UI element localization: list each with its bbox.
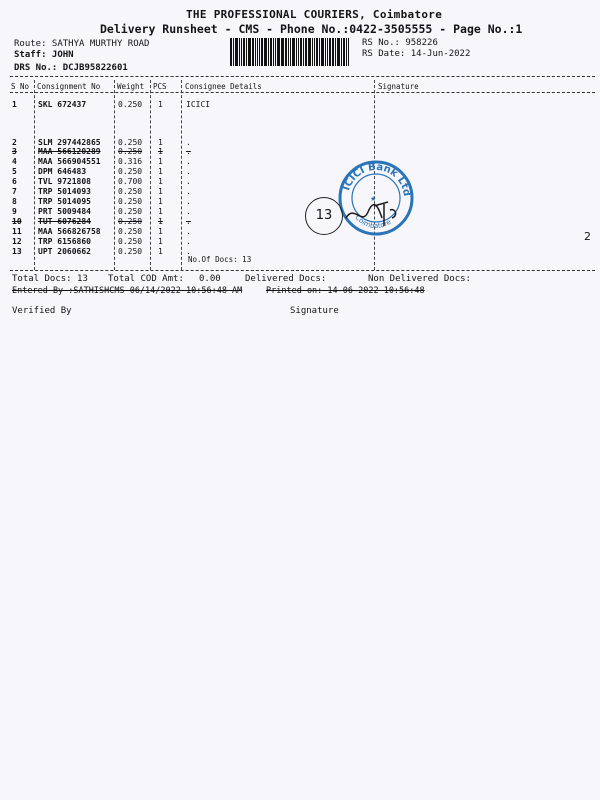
row-consignment: MAA 566120289: [38, 147, 101, 156]
table-row: [0, 100, 600, 110]
row-consignee: .: [186, 147, 191, 156]
total-docs: Total Docs: 13: [12, 274, 88, 284]
row-pcs: 1: [158, 217, 163, 226]
handwritten-count: 13: [305, 197, 343, 235]
row-consignment: TRP 5014093: [38, 187, 91, 196]
row-consignee: .: [186, 227, 191, 236]
company-title: THE PROFESSIONAL COURIERS, Coimbatore: [186, 8, 443, 21]
row-consignment: DPM 646483: [38, 167, 87, 176]
col-header-pcs: PCS: [153, 82, 167, 91]
stamp-text-inner: Coimbatore: [353, 213, 393, 231]
col-header-consignment: Consignment No: [37, 82, 101, 91]
verified-by: Verified By: [12, 306, 72, 316]
total-cod-value: 0.00: [199, 274, 221, 284]
svg-text:ICICI Bank Ltd: [341, 162, 412, 197]
table-row: [0, 197, 600, 207]
row-pcs: 1: [158, 197, 163, 206]
row-consignment: TVL 9721808: [38, 177, 91, 186]
col-header-sno: S No: [11, 82, 30, 91]
row-weight: 0.250: [118, 167, 143, 176]
row-pcs: 1: [158, 167, 163, 176]
row-pcs: 1: [158, 157, 163, 166]
margin-mark: 2: [584, 230, 591, 243]
row-sno: 12: [12, 237, 22, 246]
row-consignment: SKL 672437: [38, 100, 87, 109]
col-header-weight: Weight: [117, 82, 145, 91]
row-consignment: TRP 6156860: [38, 237, 91, 246]
table-row: [0, 147, 600, 157]
row-weight: 0.250: [118, 227, 143, 236]
row-sno: 4: [12, 157, 17, 166]
col-header-signature: Signature: [378, 82, 419, 91]
row-sno: 7: [12, 187, 17, 196]
row-pcs: 1: [158, 237, 163, 246]
table-row: [0, 237, 600, 247]
barcode: [230, 38, 350, 66]
table-row: [0, 177, 600, 187]
row-consignee: .: [186, 217, 191, 226]
staff-label: Staff: JOHN: [14, 50, 74, 60]
row-pcs: 1: [158, 177, 163, 186]
row-weight: 0.250: [118, 147, 143, 156]
row-weight: 0.316: [118, 157, 143, 166]
row-weight: 0.250: [118, 247, 143, 256]
table-row: [0, 157, 600, 167]
row-pcs: 1: [158, 147, 163, 156]
runsheet-title: Delivery Runsheet - CMS - Phone No.:0422-3505555 - Page No.:1: [100, 22, 523, 36]
total-cod-label: Total COD Amt:: [108, 274, 184, 284]
row-weight: 0.250: [118, 207, 143, 216]
row-sno: 6: [12, 177, 17, 186]
table-row: [0, 167, 600, 177]
drs-number: DRS No.: DCJB95822601: [14, 63, 128, 73]
row-weight: 0.250: [118, 100, 143, 109]
table-bottom-rule: [10, 270, 595, 271]
row-consignee: .: [186, 197, 191, 206]
row-consignee: ICICI: [186, 100, 211, 109]
table-row: [0, 247, 600, 257]
row-consignee: .: [186, 237, 191, 246]
delivered-docs: Delivered Docs:: [245, 274, 327, 284]
signature-label: Signature: [290, 306, 339, 316]
table-row: [0, 187, 600, 197]
rs-date: RS Date: 14-Jun-2022: [362, 49, 471, 59]
row-sno: 13: [12, 247, 22, 256]
row-consignee: .: [186, 177, 191, 186]
entered-by: Entered By :SATHISHCMS 06/14/2022 10:56:48 AM: [12, 286, 243, 296]
row-sno: 11: [12, 227, 22, 236]
row-pcs: 1: [158, 227, 163, 236]
row-consignment: PRT 5009484: [38, 207, 91, 216]
row-weight: 0.250: [118, 138, 143, 147]
row-pcs: 1: [158, 100, 163, 109]
table-top-rule: [10, 76, 595, 77]
svg-text:★: ★: [370, 195, 377, 203]
table-header-rule: [10, 92, 595, 93]
row-sno: 9: [12, 207, 17, 216]
doc-count: No.Of Docs: 13: [188, 255, 252, 264]
route-label: Route: SATHYA MURTHY ROAD: [14, 39, 150, 49]
row-sno: 10: [12, 217, 22, 226]
row-consignee: .: [186, 138, 191, 147]
row-pcs: 1: [158, 207, 163, 216]
row-weight: 0.250: [118, 217, 143, 226]
row-consignment: TUT 6076284: [38, 217, 91, 226]
row-weight: 0.700: [118, 177, 143, 186]
table-row: [0, 207, 600, 217]
row-sno: 1: [12, 100, 17, 109]
row-consignee: .: [186, 157, 191, 166]
row-pcs: 1: [158, 247, 163, 256]
table-row: [0, 227, 600, 237]
stamp-text-outer: ICICI Bank Ltd: [341, 161, 413, 198]
row-weight: 0.250: [118, 237, 143, 246]
row-sno: 2: [12, 138, 17, 147]
rs-number: RS No.: 958226: [362, 38, 438, 48]
row-pcs: 1: [158, 187, 163, 196]
row-sno: 3: [12, 147, 17, 156]
row-consignee: .: [186, 187, 191, 196]
row-pcs: 1: [158, 138, 163, 147]
row-weight: 0.250: [118, 197, 143, 206]
row-consignment: MAA 566826758: [38, 227, 101, 236]
bank-stamp: [336, 158, 416, 238]
row-weight: 0.250: [118, 187, 143, 196]
row-consignment: SLM 297442865: [38, 138, 101, 147]
row-consignment: TRP 5014095: [38, 197, 91, 206]
row-consignment: UPT 2060662: [38, 247, 91, 256]
signature-scribble: [344, 200, 400, 231]
row-consignee: .: [186, 207, 191, 216]
row-sno: 8: [12, 197, 17, 206]
row-consignee: .: [186, 247, 191, 256]
row-sno: 5: [12, 167, 17, 176]
col-header-consignee: Consignee Details: [185, 82, 262, 91]
row-consignee: .: [186, 167, 191, 176]
row-consignment: MAA 566904551: [38, 157, 101, 166]
non-delivered-docs: Non Delivered Docs:: [368, 274, 471, 284]
printed-on: Printed on: 14-06-2022 10:56:48: [266, 286, 425, 296]
table-row: [0, 217, 600, 227]
